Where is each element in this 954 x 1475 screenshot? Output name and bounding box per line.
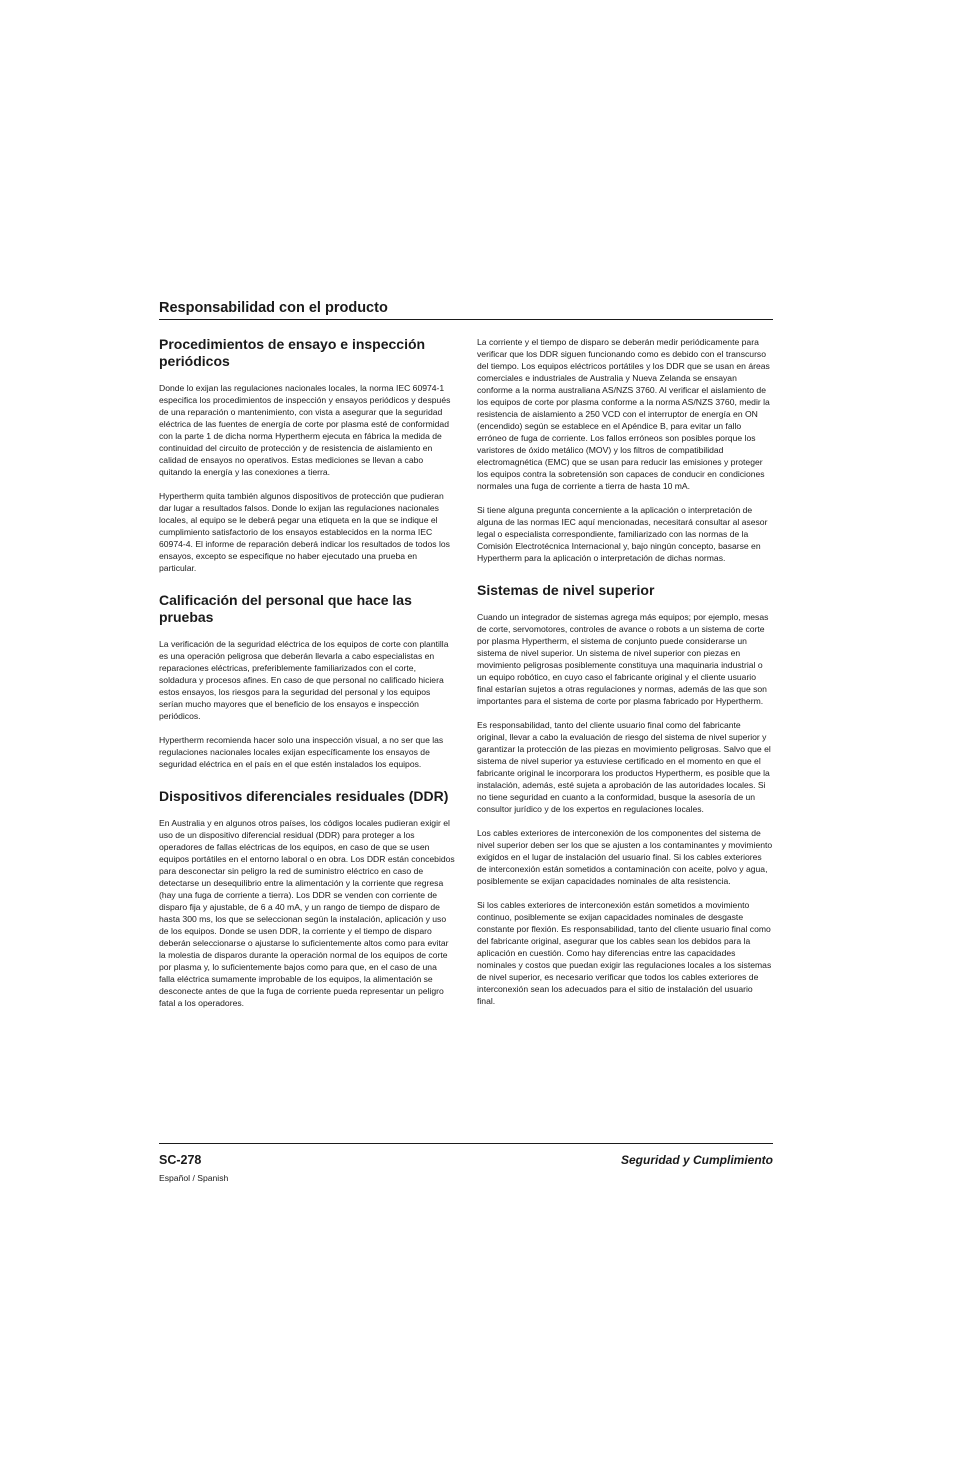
paragraph: La verificación de la seguridad eléctrica de los equipos de corte con plantilla es una operación peligrosa que deberán llevarla a cabo especialistas en reparaciones eléctricas, preferiblemente familiarizados con el corte, soldadura y procesos afines. En caso de que personal no calificado hiciera estos ensayos, los riesgos para la seguridad del personal y los equipos serían mucho mayores que el beneficio de los ensayos e inspección periódicos. [159, 639, 449, 721]
page-header [159, 299, 773, 317]
paragraph: Hypertherm recomienda hacer solo una inspección visual, a no ser que las regulaciones nacionales locales exijan específicamente los ensayos de seguridad eléctrica en el país en el que estén instalados los equipos. [159, 735, 444, 769]
section-heading: Dispositivos diferenciales residuales (DDR) [159, 788, 449, 804]
paragraph: Si tiene alguna pregunta concerniente a la aplicación o interpretación de alguna de las normas IEC aquí mencionadas, necesitará consultar al asesor legal o especialista correspondiente, familiarizado con las normas de la Comisión Electrotécnica Internacional y, bajo ningún concepto, basarse en Hypertherm para la aplicación o interpretación de dichas normas. [477, 505, 768, 563]
footer-section-title: Seguridad y Cumplimiento [620, 1153, 773, 1167]
left-column [159, 336, 455, 1021]
section-heading: Procedimientos de ensayo e inspección periódicos [159, 336, 426, 369]
page-header-title: Responsabilidad con el producto [159, 300, 388, 316]
paragraph: Donde lo exijan las regulaciones nacionales locales, la norma IEC 60974-1 especifica los procedimientos de inspección y ensayos periódicos y después de una reparación o mantenimiento, con vista a asegurar que la seguridad eléctrica de las fuentes de energía de corte por plasma esté de conformidad con la parte 1 de dicha norma Hypertherm ejecuta en fábrica la medida de continuidad del circuito de protección y de resistencia de aislamiento en calidad de ensayos no operativos. Estas mediciones se llevan a cabo quitando la energía y las conexiones a tierra. [159, 383, 451, 477]
section-heading: Sistemas de nivel superior [477, 582, 655, 598]
section-heading: Calificación del personal que hace las pruebas [159, 592, 412, 625]
right-column [477, 336, 773, 1019]
paragraph: Es responsabilidad, tanto del cliente usuario final como del fabricante original, llevar a cabo la evaluación de riesgo del sistema de nivel superior y garantizar la protección de las piezas en movimiento peligrosas. Salvo que el sistema de nivel superior ya estuviese certificado en el momento en que el fabricante original le incorporara los productos Hypertherm, es posible que la instalación, además, esté sujeta a aprobación de las autoridades locales. Si no tiene seguridad en cuanto a la conformidad, busque la asesoría de un consultor jurídico y de los expertos en regulaciones locales. [477, 720, 771, 814]
footer-language: Español / Spanish [159, 1173, 229, 1183]
paragraph: Los cables exteriores de interconexión de los componentes del sistema de nivel superior deben ser los que se ajusten a los contaminantes y movimiento exigidos en el lugar de instalación del usuario final. Si los cables exteriores de interconexión están sometidos a contaminación con aceite, polvo y agua, posiblemente se exijan capacidades nominales de alta resistencia. [477, 828, 773, 886]
paragraph: Si los cables exteriores de interconexión están sometidos a movimiento continuo, posiblemente se exijan capacidades nominales de desgaste constante por flexión. Es responsabilidad, tanto del cliente usuario final como del fabricante original, asegurar que los cables sean los debidos para la aplicación en cuestión. Como hay diferencias entre las capacidades nominales y costos que puedan exigir las regulaciones locales a los sistemas de nivel superior, es necesario verificar que todos los cables exteriores de interconexión sean los adecuados para el sitio de instalación del usuario final. [477, 900, 772, 1006]
paragraph: Hypertherm quita también algunos dispositivos de protección que pudieran dar lugar a resultados falsos. Donde lo exijan las regulaciones nacionales locales, al equipo se le deberá pegar una etiqueta en la que se indique el cumplimiento satisfactorio de los ensayos establecidos en la norma IEC 60974-4. El informe de reparación deberá indicar los resultados de todos los ensayos, excepto se especifique no haber ejecutado una prueba en particular. [159, 491, 450, 573]
page-number: SC-278 [159, 1153, 202, 1167]
paragraph: La corriente y el tiempo de disparo se deberán medir periódicamente para verificar que los DDR siguen funcionando como es debido con el transcurso del tiempo. Los equipos eléctricos portátiles y los DDR que se usan en áreas comerciales e industriales de Australia y Nueva Zelanda se ensayan conforme a la norma australiana AS/NZS 3760. Al verificar el aislamiento de los equipos de corte por plasma conforme a la norma AS/NZS 3760, medir la resistencia de aislamiento a 250 VCD con el interruptor de energía en ON (encendido) según se establece en el Apéndice B, para evitar un fallo erróneo de fuga de corriente. Los fallos erróneos son posibles porque los varistores de óxido metálico (MOV) y los filtros de compatibilidad electromagnética (EMC) que se usan para reducir las emisiones y proteger los equipos contra la sobretensión son capaces de conducir en condiciones normales una fuga de corriente a tierra de hasta 10 mA. [477, 337, 770, 491]
paragraph: Cuando un integrador de sistemas agrega más equipos; por ejemplo, mesas de corte, servomotores, controles de avance o robots a un sistema de corte por plasma Hypertherm, el sistema de conjunto puede considerarse un sistema de nivel superior. Un sistema de nivel superior con piezas en movimiento peligrosas posiblemente constituya una maquinaria industrial o un equipo robótico, en cuyo caso el fabricante original y el cliente usuario final estarían sujetos a otras regulaciones y normas, además de las que son importantes para el sistema de corte por plasma fabricado por Hypertherm. [477, 612, 769, 706]
header-rule [159, 319, 773, 320]
paragraph: En Australia y en algunos otros países, los códigos locales pudieran exigir el uso de un dispositivo diferencial residual (DDR) para proteger a los operadores de fallas eléctricas de los equipos, en caso de que se usen equipos portátiles en el entorno laboral o en obra. Los DDR están concebidos para desconectar sin peligro la red de suministro eléctrico en caso de detectarse un desequilibrio entre la alimentación y la corriente que regresa (hay una fuga de corriente a tierra). Los DDR se venden con corriente de disparo fija y ajustable, de 6 a 40 mA, y un rango de tiempo de disparo de hasta 300 ms, los que se seleccionan según la instalación, aplicación y uso de los equipos. Donde se usen DDR, la corriente y el tiempo de disparo deberán seleccionarse o ajustarse lo suficientemente altos como para evitar la molestia de disparos durante la operación normal de los equipos de corte por plasma y, lo suficientemente bajos como para que, en el caso de una falla eléctrica sumamente improbable de los equipos, la alimentación se desconecte antes de que la fuga de corriente pueda representar un peligro fatal a los operadores. [159, 818, 455, 1008]
footer-rule [159, 1143, 773, 1144]
